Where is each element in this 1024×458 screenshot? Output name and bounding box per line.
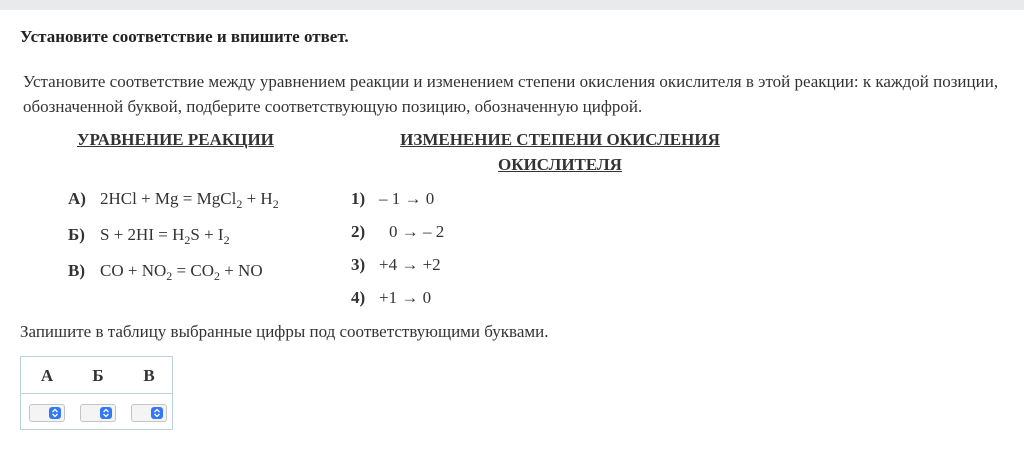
change-number: 3) (351, 255, 366, 274)
question-text: Установите соответствие между уравнением реакции и изменением степени окисления окислителя в этой реакции: к каждой позиции, обозначенной буквой, подберите соответствующую позицию, обозначенную цифрой. (23, 72, 999, 116)
column-title-oxidation-change (380, 127, 740, 177)
select-arrows-icon (151, 407, 163, 419)
change-text: – 1 → 0 (379, 189, 435, 208)
reaction-letter: А) (68, 189, 86, 208)
reaction-letter: Б) (68, 225, 85, 244)
reaction-formula: 2HCl + Mg = MgCl$_2$ + $H_2$ (100, 189, 279, 211)
reaction-formula: CO + $NO_2 = CO_2$ + NO (100, 261, 263, 283)
answer-select-c[interactable] (131, 404, 167, 422)
change-number: 4) (351, 288, 366, 307)
answer-header-a: А (40, 366, 54, 385)
top-bar (0, 0, 1024, 10)
answer-select-a[interactable] (29, 404, 65, 422)
reaction-item-b (68, 225, 230, 245)
change-item-4 (351, 288, 431, 308)
answer-select-b[interactable] (80, 404, 116, 422)
change-number: 2) (351, 222, 366, 241)
task-heading: Установите соответствие и впишите ответ. (20, 27, 349, 46)
select-arrows-icon (100, 407, 112, 419)
instruction-text: Запишите в таблицу выбранные цифры под соответствующими буквами. (20, 322, 549, 341)
answer-header-c: В (143, 366, 155, 385)
column-title-line2: ОКИСЛИТЕЛЯ (498, 155, 622, 174)
change-item-2 (351, 222, 444, 242)
change-number: 1) (351, 189, 366, 208)
column-title-reactions: УРАВНЕНИЕ РЕАКЦИИ (77, 130, 274, 149)
answer-header-b: Б (92, 366, 104, 385)
reaction-formula: $S + 2HI = H_2S + I_2$ (100, 225, 230, 247)
select-arrows-icon (49, 407, 61, 419)
answer-table-header (21, 357, 172, 394)
change-text: +4 → +2 (379, 255, 441, 274)
reaction-letter: В) (68, 261, 85, 280)
change-text: +1 → 0 (379, 288, 432, 307)
change-text: 0 → – 2 (389, 222, 445, 241)
reaction-item-a (68, 189, 279, 209)
reaction-item-c (68, 261, 263, 281)
change-item-3 (351, 255, 441, 275)
answer-table (20, 356, 173, 430)
column-title-line1: ИЗМЕНЕНИЕ СТЕПЕНИ ОКИСЛЕНИЯ (400, 130, 720, 149)
change-item-1 (351, 189, 434, 209)
